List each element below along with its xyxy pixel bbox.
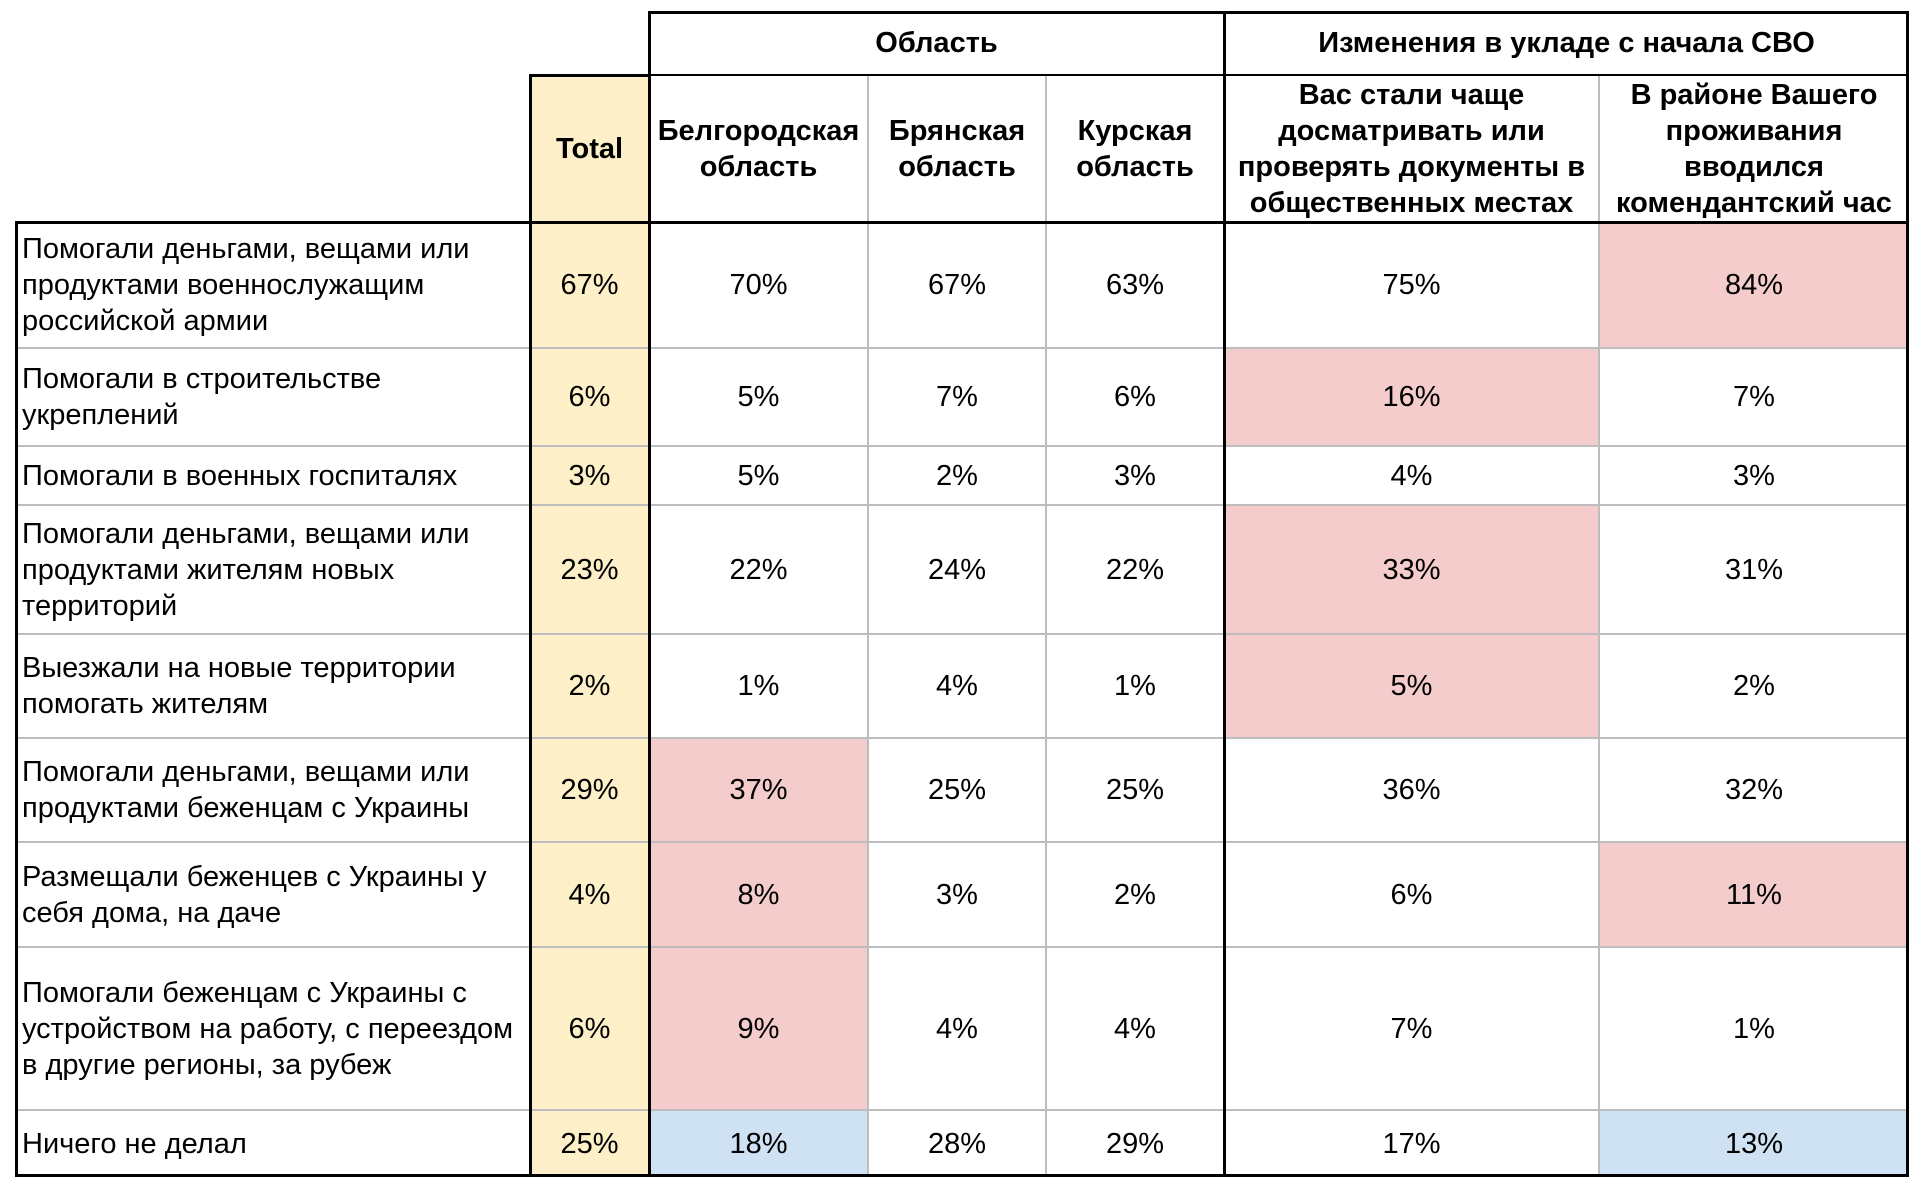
value-cell: 7% bbox=[936, 381, 978, 413]
header-total: Total bbox=[555, 132, 624, 165]
value-cell: 4% bbox=[568, 878, 611, 911]
grid-line-horizontal bbox=[15, 445, 1909, 447]
value-cell: 5% bbox=[737, 459, 780, 492]
value-cell: 63% bbox=[1105, 269, 1165, 301]
header-belgorod: Белгородская область bbox=[657, 114, 860, 183]
border-under-groups bbox=[649, 74, 1909, 76]
value-cell: 29% bbox=[560, 774, 619, 806]
border-top-body bbox=[15, 221, 1909, 224]
value-cell: 17% bbox=[1382, 1127, 1441, 1160]
border-bottom bbox=[15, 1174, 1909, 1177]
row-label: Помогали беженцам с Украины с устройством на работу, с переездом в другие регионы, за рубеж bbox=[22, 976, 514, 1081]
value-cell: 75% bbox=[1382, 269, 1441, 301]
value-cell: 1% bbox=[1114, 670, 1156, 702]
row-label: Ничего не делал bbox=[22, 1127, 247, 1160]
value-cell: 4% bbox=[1114, 1012, 1156, 1045]
value-cell: 25% bbox=[1105, 774, 1165, 806]
grid-line-vertical bbox=[867, 75, 869, 1177]
value-cell: 2% bbox=[568, 670, 611, 702]
header-document-checks: Вас стали чаще досматривать или проверять документы в общественных местах bbox=[1237, 78, 1586, 219]
border-left bbox=[15, 221, 18, 1177]
value-cell: 28% bbox=[927, 1127, 987, 1160]
value-cell: 13% bbox=[1599, 1110, 1909, 1177]
row-label: Помогали деньгами, вещами или продуктами военнослужащим российской армии bbox=[22, 233, 470, 337]
value-cell: 1% bbox=[737, 670, 780, 702]
value-cell: 1% bbox=[1733, 1012, 1775, 1045]
value-cell: 6% bbox=[568, 1012, 611, 1045]
value-cell: 33% bbox=[1224, 505, 1599, 634]
value-cell: 3% bbox=[1114, 459, 1156, 492]
border-right bbox=[1906, 11, 1909, 1177]
grid-line-horizontal bbox=[15, 347, 1909, 349]
value-cell: 5% bbox=[1224, 634, 1599, 738]
grid-line-horizontal bbox=[15, 633, 1909, 635]
value-cell: 25% bbox=[927, 774, 987, 806]
header-curfew: В районе Вашего проживания вводился комендантский час bbox=[1616, 78, 1892, 219]
row-label: Выезжали на новые территории помогать жителям bbox=[22, 652, 456, 720]
value-cell: 25% bbox=[560, 1127, 619, 1160]
value-cell: 4% bbox=[1390, 459, 1433, 492]
value-cell: 84% bbox=[1599, 222, 1909, 348]
value-cell: 2% bbox=[1733, 670, 1775, 702]
value-cell: 4% bbox=[936, 670, 978, 702]
header-group-changes: Изменения в укладе с начала СВО bbox=[1318, 27, 1815, 59]
grid-line-horizontal bbox=[15, 504, 1909, 506]
value-cell: 5% bbox=[737, 381, 780, 413]
value-cell: 23% bbox=[560, 553, 619, 586]
value-cell: 31% bbox=[1724, 553, 1784, 586]
value-cell: 29% bbox=[1105, 1127, 1165, 1160]
value-cell: 4% bbox=[936, 1012, 978, 1045]
grid-line-horizontal bbox=[15, 946, 1909, 948]
value-cell: 8% bbox=[649, 842, 868, 947]
value-cell: 7% bbox=[1390, 1012, 1433, 1045]
value-cell: 70% bbox=[729, 269, 788, 301]
value-cell: 6% bbox=[568, 381, 611, 413]
border-group-divider bbox=[1223, 11, 1226, 1177]
grid-line-horizontal bbox=[15, 737, 1909, 739]
border-total-left bbox=[529, 74, 532, 1177]
value-cell: 2% bbox=[1114, 878, 1156, 911]
header-group-region: Область bbox=[875, 27, 998, 59]
value-cell: 32% bbox=[1724, 774, 1784, 806]
value-cell: 37% bbox=[649, 738, 868, 842]
value-cell: 2% bbox=[936, 459, 978, 492]
value-cell: 18% bbox=[649, 1110, 868, 1177]
grid-line-vertical bbox=[1598, 75, 1600, 1177]
value-cell: 3% bbox=[568, 459, 611, 492]
value-cell: 6% bbox=[1390, 878, 1433, 911]
value-cell: 3% bbox=[1733, 459, 1775, 492]
row-label: Помогали в военных госпиталях bbox=[22, 459, 458, 492]
border-top-groups bbox=[649, 11, 1909, 14]
header-kursk: Курская область bbox=[1076, 114, 1194, 183]
value-cell: 16% bbox=[1224, 348, 1599, 446]
value-cell: 24% bbox=[927, 553, 987, 586]
value-cell: 3% bbox=[936, 878, 978, 911]
value-cell: 6% bbox=[1114, 381, 1156, 413]
border-region-left bbox=[648, 11, 651, 1177]
grid-line-vertical bbox=[1045, 75, 1047, 1177]
border-top-total bbox=[530, 74, 649, 77]
value-cell: 9% bbox=[649, 947, 868, 1110]
value-cell: 7% bbox=[1733, 381, 1775, 413]
row-label: Размещали беженцев с Украины у себя дома, на даче bbox=[22, 860, 487, 929]
value-cell: 22% bbox=[1105, 553, 1165, 586]
grid-line-horizontal bbox=[15, 841, 1909, 843]
value-cell: 67% bbox=[560, 269, 619, 301]
value-cell: 11% bbox=[1599, 842, 1909, 947]
value-cell: 67% bbox=[927, 269, 987, 301]
value-cell: 22% bbox=[729, 553, 788, 586]
row-label: Помогали деньгами, вещами или продуктами беженцам с Украины bbox=[22, 756, 470, 824]
value-cell: 36% bbox=[1382, 774, 1441, 806]
row-label: Помогали в строительстве укреплений bbox=[22, 363, 382, 431]
header-bryansk: Брянская область bbox=[888, 114, 1026, 183]
grid-line-horizontal bbox=[15, 1109, 1909, 1111]
row-label: Помогали деньгами, вещами или продуктами жителям новых территорий bbox=[22, 517, 470, 622]
